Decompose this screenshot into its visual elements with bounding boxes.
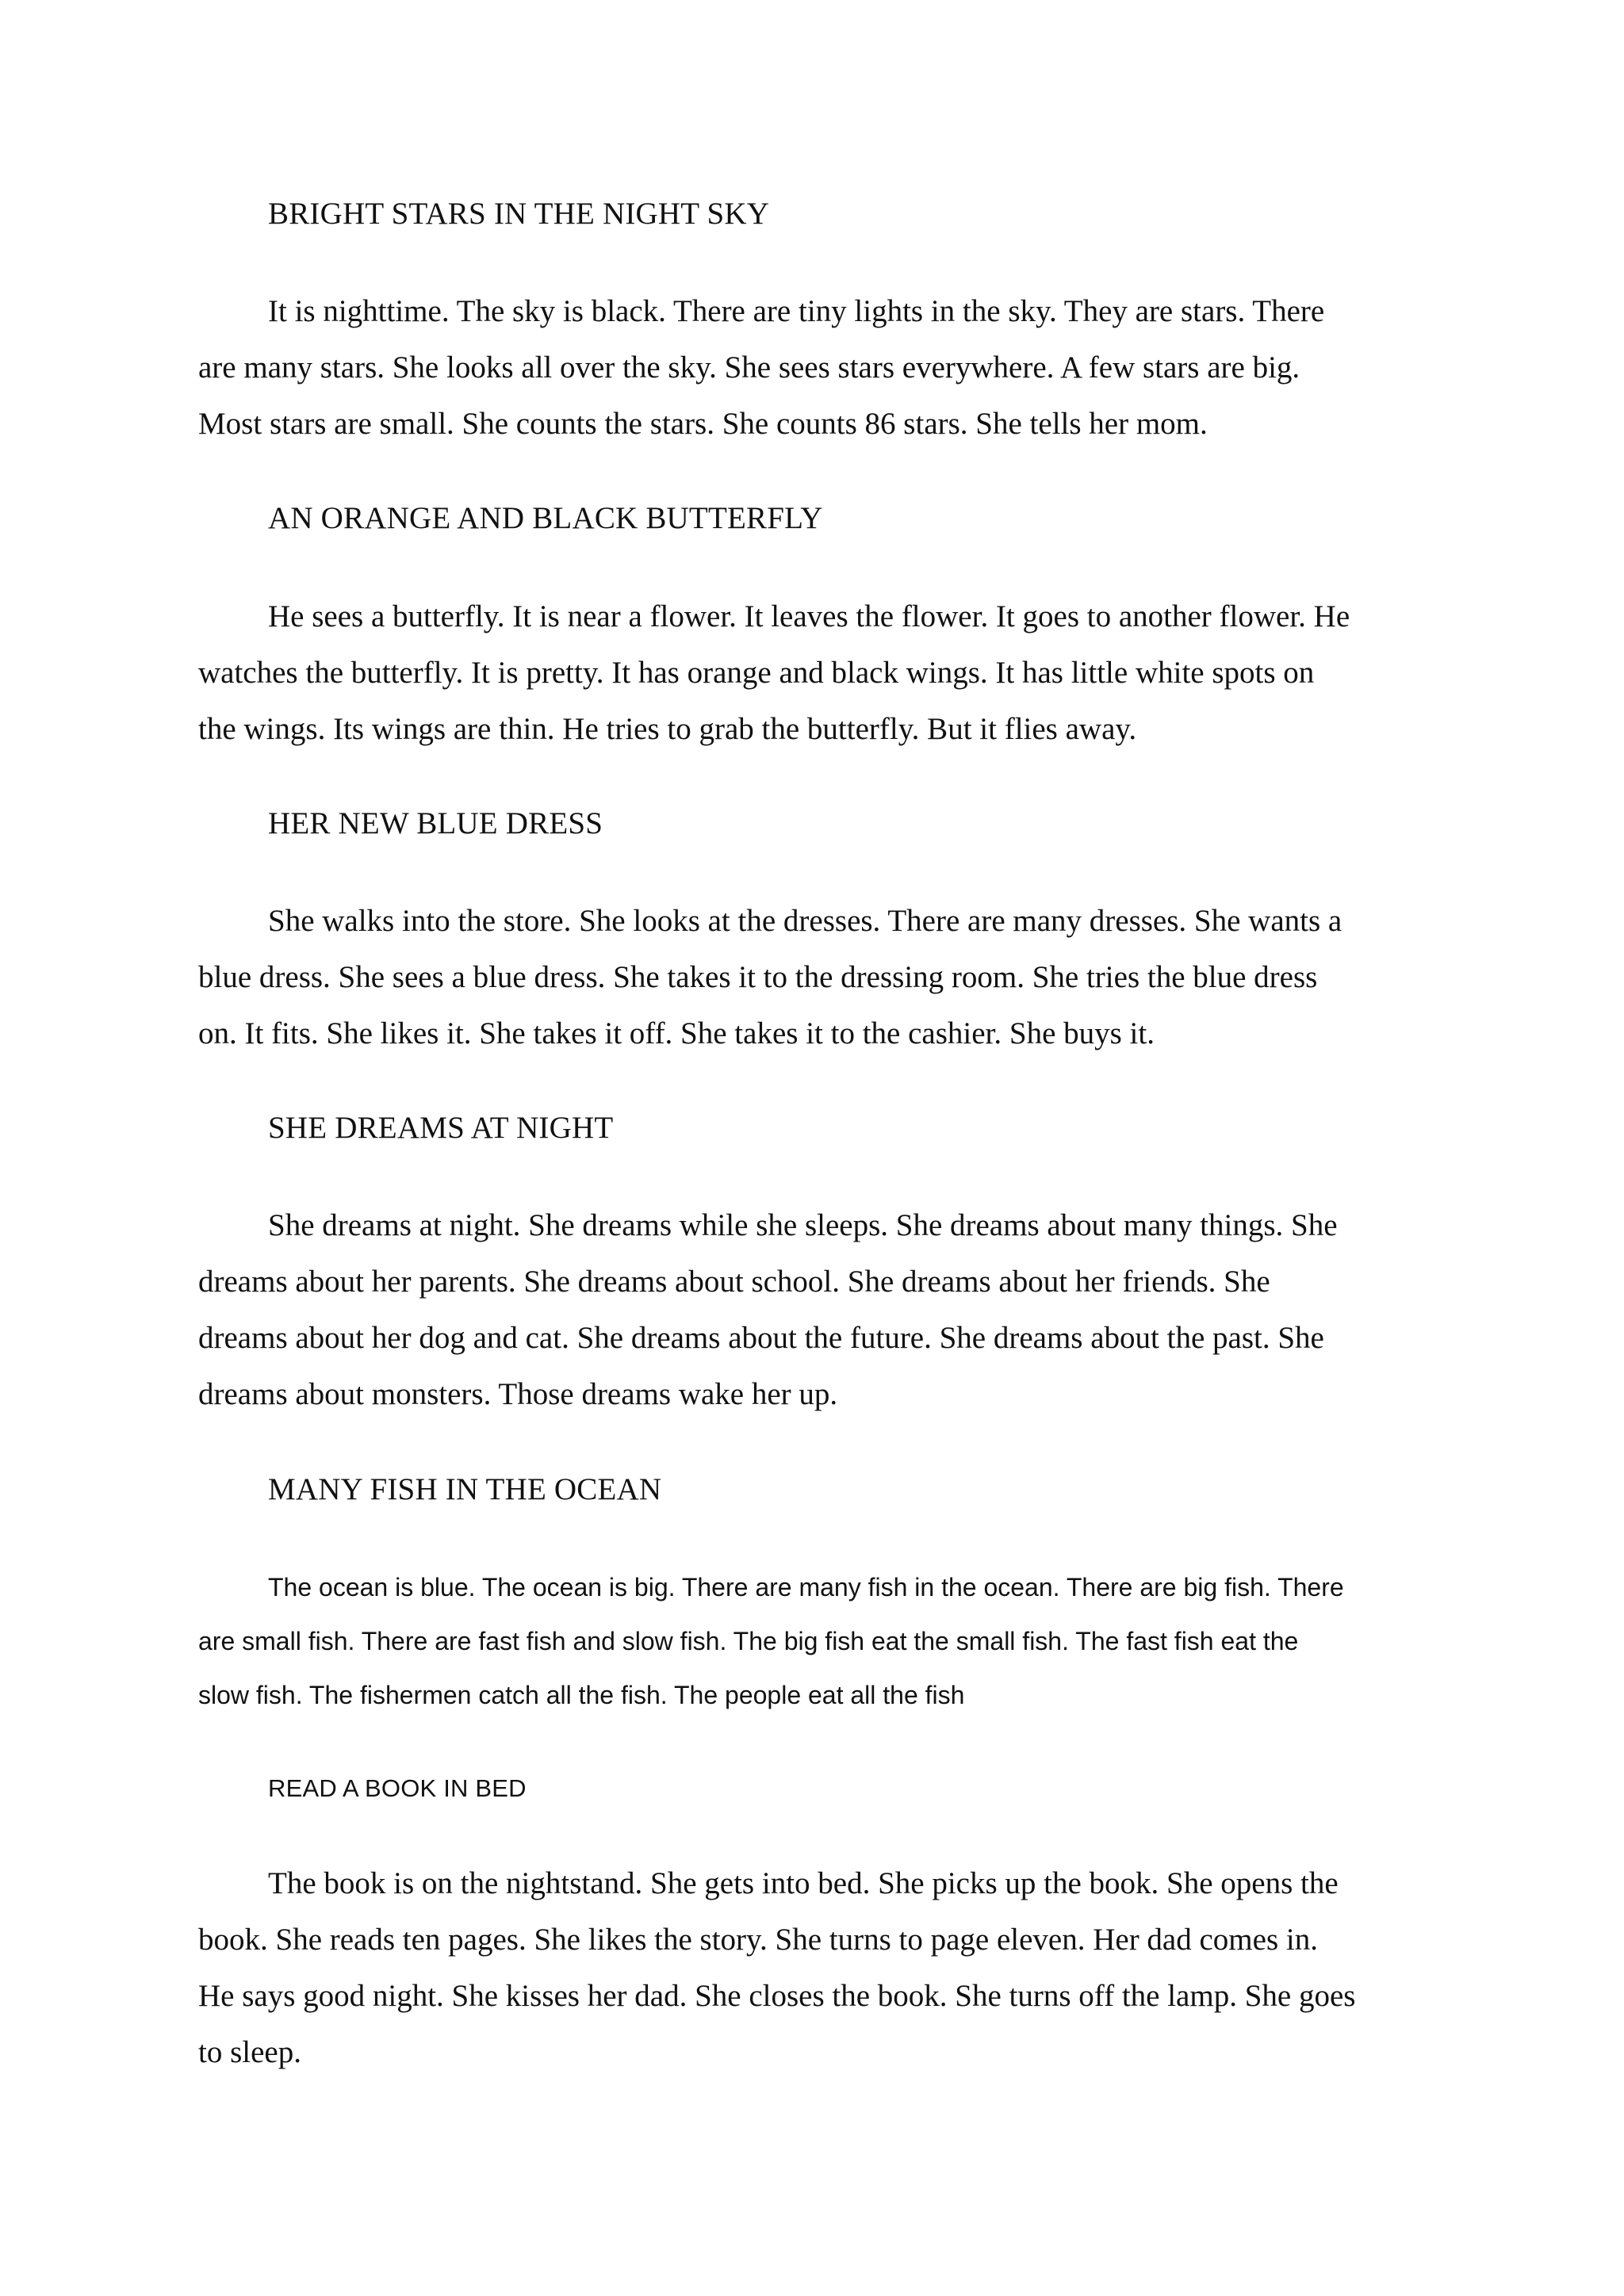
section-paragraph [198, 588, 1435, 757]
paragraph-line: Most stars are small. She counts the stars. She counts 86 stars. She tells her mom. [198, 407, 1208, 441]
section-paragraph [198, 1560, 1435, 1722]
paragraph-line: dreams about her parents. She dreams about school. She dreams about her friends. She [198, 1265, 1270, 1299]
paragraph-line: book. She reads ten pages. She likes the story. She turns to page eleven. Her dad comes in. [198, 1923, 1318, 1957]
section-heading: AN ORANGE AND BLACK BUTTERFLY [268, 501, 823, 535]
section-heading: READ A BOOK IN BED [268, 1774, 527, 1802]
section-paragraph [198, 1855, 1435, 2080]
paragraph-line: are many stars. She looks all over the sky. She sees stars everywhere. A few stars are big. [198, 350, 1300, 385]
paragraph-line: watches the butterfly. It is pretty. It has orange and black wings. It has little white spots on [198, 656, 1315, 690]
paragraph-line: slow fish. The fishermen catch all the fish. The people eat all the fish [198, 1681, 965, 1709]
section-heading: MANY FISH IN THE OCEAN [268, 1472, 662, 1506]
paragraph-line: blue dress. She sees a blue dress. She takes it to the dressing room. She tries the blue dress [198, 960, 1318, 994]
paragraph-line: are small fish. There are fast fish and slow fish. The big fish eat the small fish. The fast fish eat the [198, 1627, 1299, 1655]
section-heading: HER NEW BLUE DRESS [268, 806, 603, 840]
paragraph-line: He says good night. She kisses her dad. She closes the book. She turns off the lamp. She goes [198, 1979, 1356, 2013]
paragraph-line: She dreams at night. She dreams while she sleeps. She dreams about many things. She [268, 1208, 1338, 1242]
section-paragraph [198, 283, 1435, 452]
paragraph-line: The ocean is blue. The ocean is big. There are many fish in the ocean. There are big fish. There [268, 1573, 1344, 1601]
paragraph-line: She walks into the store. She looks at the dresses. There are many dresses. She wants a [268, 904, 1342, 938]
paragraph-line: dreams about her dog and cat. She dreams about the future. She dreams about the past. She [198, 1321, 1324, 1355]
section-heading: BRIGHT STARS IN THE NIGHT SKY [268, 197, 770, 231]
section-heading: SHE DREAMS AT NIGHT [268, 1111, 614, 1145]
paragraph-line: to sleep. [198, 2035, 301, 2069]
section-paragraph [198, 893, 1435, 1062]
section-paragraph [198, 1197, 1435, 1422]
paragraph-line: He sees a butterfly. It is near a flower. It leaves the flower. It goes to another flower. He [268, 599, 1350, 633]
paragraph-line: The book is on the nightstand. She gets into bed. She picks up the book. She opens the [268, 1866, 1339, 1900]
paragraph-line: the wings. Its wings are thin. He tries to grab the butterfly. But it flies away. [198, 712, 1137, 746]
paragraph-line: It is nighttime. The sky is black. There are tiny lights in the sky. They are stars. There [268, 294, 1325, 328]
paragraph-line: dreams about monsters. Those dreams wake her up. [198, 1377, 838, 1411]
paragraph-line: on. It fits. She likes it. She takes it off. She takes it to the cashier. She buys it. [198, 1016, 1155, 1050]
